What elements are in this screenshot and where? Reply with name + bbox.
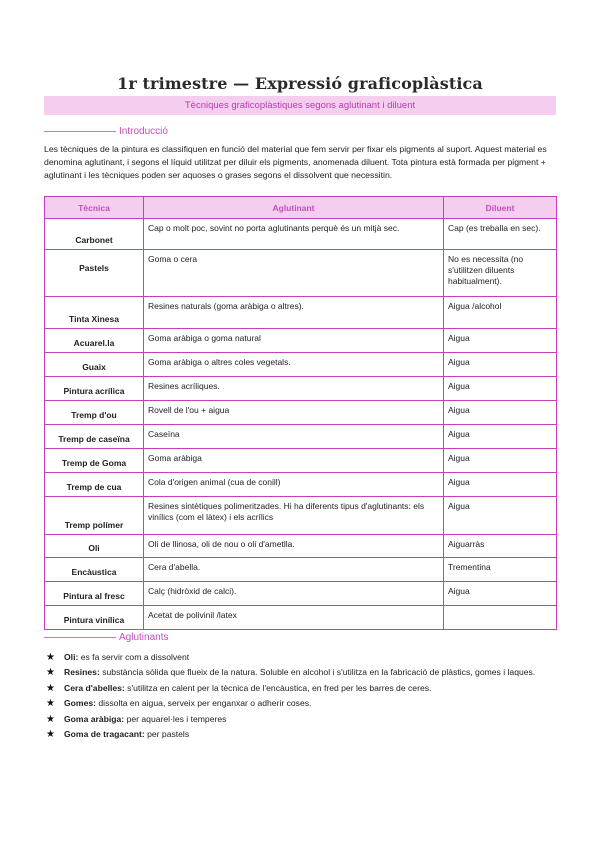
cell-aglutinant: Calç (hidròxid de calci). (144, 582, 444, 606)
list-item-term: Cera d'abelles: (64, 682, 125, 693)
table-row (45, 582, 557, 606)
cell-diluent: Aigua (444, 353, 557, 377)
cell-diluent: Aigua (444, 329, 557, 353)
table-row (45, 329, 557, 353)
cell-diluent: No es necessita (no s'utilitzen diluents habitualment). (444, 250, 557, 297)
cell-aglutinant: Resines acríliques. (144, 377, 444, 401)
table-row (45, 297, 557, 329)
list-item-text: per aquarel·les i temperes (124, 713, 227, 724)
table-row (45, 377, 557, 401)
cell-diluent: Trementina (444, 558, 557, 582)
table-row (45, 401, 557, 425)
list-item-term: Resines: (64, 667, 100, 678)
star-icon: ★ (46, 652, 55, 663)
cell-tecnica: Pastels (45, 250, 144, 297)
cell-tecnica: Tremp polímer (45, 497, 144, 535)
cell-diluent: Aiguarràs (444, 535, 557, 558)
cell-aglutinant: Oli de llinosa, oli de nou o oli d'ametlla. (144, 535, 444, 558)
table-row (45, 219, 557, 250)
list-item (46, 729, 558, 740)
cell-aglutinant: Cap o molt poc, sovint no porta aglutinants perquè és un mitjà sec. (144, 219, 444, 250)
table-row (45, 535, 557, 558)
list-item-text: per pastels (144, 729, 190, 740)
column-header-diluent: Diluent (444, 197, 557, 219)
list-item-text: es fa servir com a dissolvent (78, 652, 190, 662)
page-subtitle: Tècniques graficoplàstiques segons aglutinant i diluent (184, 100, 416, 111)
cell-diluent: Aigua (444, 449, 557, 473)
table-row (45, 606, 557, 630)
table-row (45, 473, 557, 497)
cell-diluent (444, 606, 557, 630)
heading-rule (44, 637, 116, 638)
star-icon: ★ (46, 698, 55, 710)
list-item (46, 683, 558, 694)
list-item-term: Goma aràbiga: (64, 713, 125, 724)
page-title: 1r trimestre — Expressió graficoplàstica (117, 74, 483, 93)
table-header-row (45, 197, 557, 219)
table-row (45, 425, 557, 449)
cell-aglutinant: Resines sintètiques polimeritzades. Hi ha diferents tipus d'aglutinants: els vinílics (com el làtex) i els acrílics (144, 497, 444, 535)
cell-diluent: Aigua (444, 473, 557, 497)
cell-aglutinant: Goma aràbiga o altres coles vegetals. (144, 353, 444, 377)
list-item-term: Oli: (64, 652, 79, 662)
column-header-tecnica: Tècnica (45, 197, 144, 219)
cell-diluent: Aigua (444, 582, 557, 606)
cell-aglutinant: Resines naturals (goma aràbiga o altres). (144, 297, 444, 329)
cell-aglutinant: Goma o cera (144, 250, 444, 297)
star-icon: ★ (46, 682, 55, 694)
techniques-table (44, 196, 557, 630)
star-icon: ★ (46, 729, 55, 741)
cell-diluent: Aigua (444, 497, 557, 535)
cell-aglutinant: Acetat de polivinil /latex (144, 606, 444, 630)
cell-tecnica: Guaix (45, 353, 144, 377)
table-row (45, 497, 557, 535)
star-icon: ★ (46, 713, 55, 725)
heading-rule (44, 131, 116, 132)
list-item (46, 667, 558, 678)
table-row (45, 353, 557, 377)
cell-tecnica: Pintura acrílica (45, 377, 144, 401)
cell-tecnica: Acuarel.la (45, 329, 144, 353)
cell-diluent: Aigua (444, 377, 557, 401)
list-item-text: dissolta en aigua, serveix per enganxar o adherir coses. (96, 698, 312, 709)
list-item-term: Goma de tragacant: (64, 729, 145, 740)
table-row (45, 558, 557, 582)
cell-tecnica: Pintura al fresc (45, 582, 144, 606)
subtitle-band (44, 96, 556, 115)
cell-tecnica: Oli (45, 535, 144, 558)
column-header-aglutinant: Aglutinant (144, 197, 444, 219)
table-row (45, 449, 557, 473)
aglutinants-heading-label: Aglutinants (119, 631, 169, 643)
list-item-text: substància sòlida que flueix de la natura. Soluble en alcohol i s'utilitza en la fabricació de plàstics, gomes i laques. (99, 667, 536, 678)
cell-aglutinant: Goma aràbiga o goma natural (144, 329, 444, 353)
cell-aglutinant: Caseïna (144, 425, 444, 449)
aglutinants-heading (44, 630, 168, 644)
list-item (46, 652, 558, 663)
cell-diluent: Aigua (444, 425, 557, 449)
cell-tecnica: Tremp de caseïna (45, 425, 144, 449)
cell-tecnica: Carbonet (45, 219, 144, 250)
cell-diluent: Aigua (444, 401, 557, 425)
star-icon: ★ (46, 667, 55, 679)
intro-heading (44, 124, 168, 138)
list-item (46, 714, 558, 725)
list-item (46, 698, 558, 709)
cell-aglutinant: Cola d'origen animal (cua de conill) (144, 473, 444, 497)
cell-tecnica: Tremp de cua (45, 473, 144, 497)
intro-paragraph: Les tècniques de la pintura es classifiquen en funció del material que fem servir per fixar els pigments al suport. Aquest material es denomina aglutinant, i segons el líquid utilitzat per diluir els pigments, anomenada diluent. Tota pintura està formada per pigment + aglutinant i les tècniques poden ser aquoses o grases segons el dissolvent que necessitin. (44, 144, 547, 181)
cell-aglutinant: Cera d'abella. (144, 558, 444, 582)
cell-tecnica: Encàustica (45, 558, 144, 582)
aglutinants-list (46, 652, 558, 744)
cell-tecnica: Tremp d'ou (45, 401, 144, 425)
cell-tecnica: Pintura vinílica (45, 606, 144, 630)
cell-diluent: Aigua /alcohol (444, 297, 557, 329)
cell-aglutinant: Goma aràbiga (144, 449, 444, 473)
table-row (45, 250, 557, 297)
cell-tecnica: Tinta Xinesa (45, 297, 144, 329)
cell-diluent: Cap (es treballa en sec). (444, 219, 557, 250)
list-item-term: Gomes: (64, 698, 96, 709)
list-item-text: s'utilitza en calent per la tècnica de l'encàustica, en fred per les barres de ceres. (124, 682, 432, 693)
cell-tecnica: Tremp de Goma (45, 449, 144, 473)
intro-heading-label: Introducció (119, 125, 168, 137)
cell-aglutinant: Rovell de l'ou + aigua (144, 401, 444, 425)
